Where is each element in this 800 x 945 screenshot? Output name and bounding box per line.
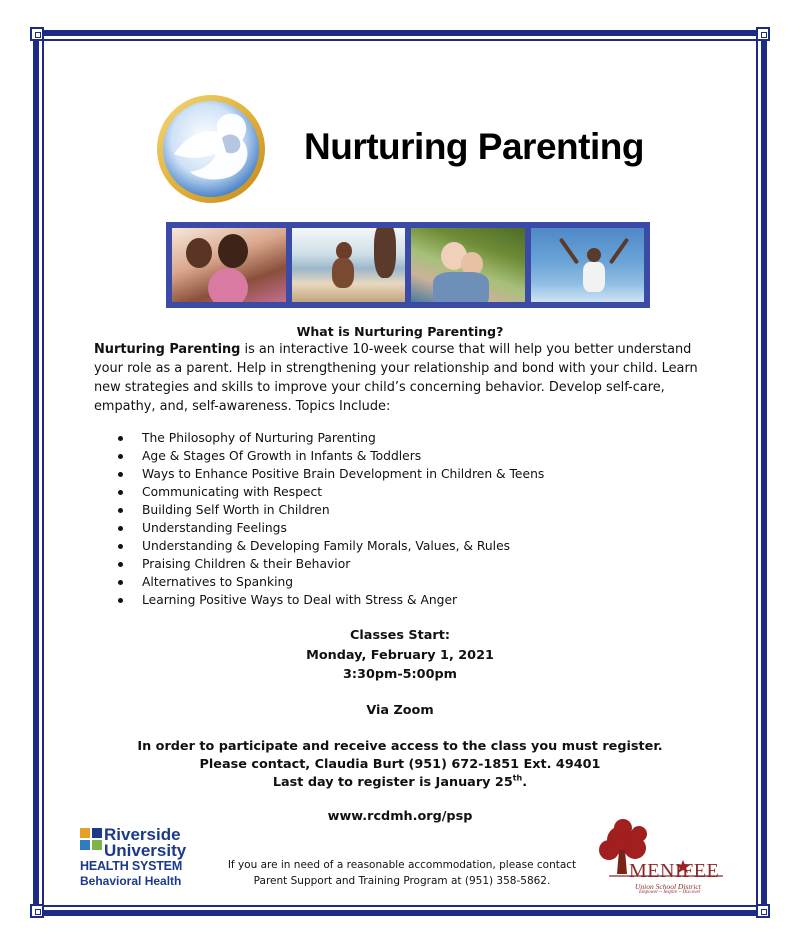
corner-ornament — [30, 904, 44, 918]
deadline-text: Last day to register is January 25 — [272, 775, 513, 790]
list-item: Praising Children & their Behavior — [118, 555, 544, 573]
list-item: Understanding & Developing Family Morals, Values, & Rules — [118, 537, 544, 555]
photo-celebration — [531, 228, 645, 302]
riverside-name-1: Riverside — [104, 825, 181, 844]
class-time: 3:30pm-5:00pm — [343, 667, 457, 682]
list-item: Understanding Feelings — [118, 519, 544, 537]
registration-deadline — [0, 773, 800, 792]
registration-notice: In order to participate and receive access to the class you must register. — [137, 739, 663, 754]
deadline-ordinal: th — [512, 773, 523, 783]
list-item: Alternatives to Spanking — [118, 573, 544, 591]
classes-start-label: Classes Start: — [350, 628, 450, 643]
nurturing-parenting-logo — [152, 92, 270, 206]
accommodation-line-2: Parent Support and Training Program at (951) 358-5862. — [253, 875, 551, 887]
list-item: Ways to Enhance Positive Brain Development in Children & Teens — [118, 465, 544, 483]
deadline-period: . — [522, 775, 528, 790]
accommodation-line-1: If you are in need of a reasonable accommodation, please contact — [227, 859, 577, 871]
menifee-district: Union School District — [635, 882, 701, 891]
corner-ornament — [756, 27, 770, 41]
riverside-name-2: University — [104, 841, 187, 860]
photo-strip — [166, 222, 650, 308]
accommodation-note — [216, 857, 588, 889]
corner-ornament — [756, 904, 770, 918]
list-item: Age & Stages Of Growth in Infants & Toddlers — [118, 447, 544, 465]
section-heading: What is Nurturing Parenting? — [296, 324, 504, 339]
corner-ornament — [30, 27, 44, 41]
photo-family-reading — [172, 228, 286, 302]
intro-paragraph — [94, 340, 724, 416]
list-item: Building Self Worth in Children — [118, 501, 544, 519]
intro-body: is an interactive 10-week course that will help you better understand your role as a parent. Help in strengthening your relationship and bond with your child. Learn new strategies and skills to improve your child’s concerning behavior. Develop self-care, empathy, and, self-awareness. Topics Include: — [94, 342, 698, 414]
riverside-logo — [80, 826, 192, 888]
registration-contact: Please contact, Claudia Burt (951) 672-1851 Ext. 49401 — [199, 757, 601, 772]
photo-beach-play — [292, 228, 406, 302]
list-item: Communicating with Respect — [118, 483, 544, 501]
class-venue: Via Zoom — [366, 703, 434, 718]
menifee-logo — [599, 818, 727, 898]
riverside-mark-icon — [80, 828, 102, 850]
class-date: Monday, February 1, 2021 — [306, 648, 494, 663]
menifee-name: MENIFEE — [629, 860, 720, 882]
intro-lead: Nurturing Parenting — [94, 342, 241, 357]
photo-kids-smiling — [411, 228, 525, 302]
page-title: Nurturing Parenting — [304, 126, 644, 167]
menifee-tagline: Empower ~ Inspire ~ Discover — [639, 890, 701, 895]
list-item: Learning Positive Ways to Deal with Stress & Anger — [118, 591, 544, 609]
topics-list — [118, 429, 544, 609]
website-link[interactable]: www.rcdmh.org/psp — [327, 809, 473, 824]
riverside-behavioral-health: Behavioral Health — [80, 874, 182, 888]
riverside-health-system: HEALTH SYSTEM — [80, 859, 183, 873]
list-item: The Philosophy of Nurturing Parenting — [118, 429, 544, 447]
